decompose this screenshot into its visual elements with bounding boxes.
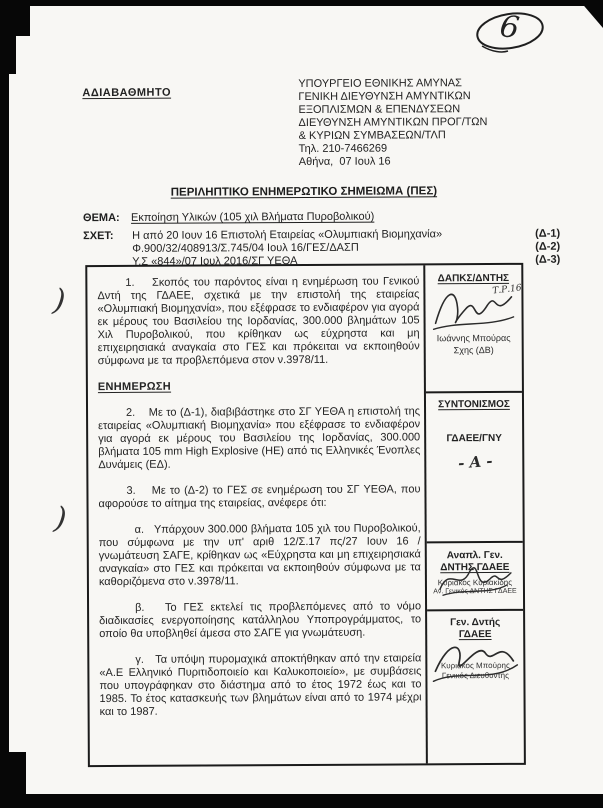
letterhead-date: Αθήνα, 07 Ιουλ 16 — [298, 155, 391, 169]
body-paragraph-3: 3. Με το (Δ-2) το ΓΕΣ σε ενημέρωση του ΣΓ ΥΕΘΑ, που αφορούσε το αίτημα της εταιρείας, ανέφερε ότι: — [98, 483, 421, 511]
sidebar-title-syntonismos: ΣΥΝΤΟΝΙΣΜΟΣ — [438, 398, 510, 411]
reference-line: Η από 20 Ιουν 16 Επιστολή Εταιρείας «Ολυμπιακή Βιομηχανία» — [132, 228, 443, 242]
letterhead-line: & ΚΥΡΙΩΝ ΣΥΜΒΑΣΕΩΝ/ΤΛΠ — [298, 129, 446, 143]
sidebar-divider — [427, 541, 523, 543]
sidebar-title-gdaee: ΓΔΑΕΕ — [458, 629, 492, 641]
document-title: ΠΕΡΙΛΗΠΤΙΚΟ ΕΝΗΜΕΡΩΤΙΚΟ ΣΗΜΕΙΩΜΑ (ΠΕΣ) — [170, 185, 438, 199]
subject-label: ΘΕΜΑ: — [82, 211, 120, 225]
reference-line: Φ.900/32/408913/Σ.745/04 Ιουλ 16/ΓΕΣ/ΔΑΣΠ — [132, 241, 359, 255]
sidebar-divider — [427, 609, 523, 611]
body-paragraph-1: 1. Σκοπός του παρόντος είναι η ενημέρωση του Γενικού Δντή της ΓΔΑΕΕ, σχετικά με την επιστολή της εταιρείας «Ολυμπιακή Βιομηχανία», που εξέφρασε το ενδιαφέρον για αγορά εκ μέρους του Βασιλείου της Ιορδανίας, 300.000 βλημάτων 105 Χιλ Πυροβολικού, που κρίθηκαν ως εύχρηστα και μη επιχειρησιακά αναγκαία στο ΓΕΣ και πρόκειται να εκποιηθούν σύμφωνα με τα προβλεπόμενα στον ν.3978/11. — [97, 275, 420, 368]
signer-role-general-director: Γενικός Διευθυντής — [441, 670, 509, 681]
handwritten-mark-alpha: - Α - — [457, 451, 494, 473]
handwritten-margin-mark: ) — [52, 500, 69, 537]
references-label: ΣΧΕΤ: — [83, 229, 114, 243]
signer-role-kyriakidis: Αν. Γενικός ΔΝΤΗΣ ΓΔΑΕΕ — [433, 587, 517, 596]
subject-row — [83, 211, 374, 225]
signer-name-kyriakidis: Κυριάκος Κυριακίδης — [437, 577, 513, 588]
approvals-sidebar — [425, 265, 524, 763]
body-text-column — [97, 275, 421, 732]
sidebar-subtitle-gdaee-gny: ΓΔΑΕΕ/ΓΝΥ — [446, 432, 502, 445]
sidebar-title-dapks: ΔΑΠΚΣ/ΔΝΤΗΣ — [437, 272, 510, 285]
sidebar-title-dntis-gdaee: ΔΝΤΗΣ ΓΔΑΕΕ — [440, 561, 510, 574]
sidebar-title-anapl-gen: Αναπλ. Γεν. — [446, 549, 503, 562]
classification-label: ΑΔΙΑΒΑΘΜΗΤΟ — [82, 86, 172, 100]
body-paragraph-3a: α. Υπάρχουν 300.000 βλήματα 105 χιλ του Πυροβολικού, που σύμφωνα με την υπ' αριθ 12/Σ.17 πς/27 Ιουν 16 /γνωμάτευση ΣΑΓΕ, κρίθηκαν ως «Εύχρηστα και μη επιχειρησιακά αναγκαία» στο ΓΕΣ και πρόκειται να εκποιηθούν σύμφωνα με τα καθοριζόμενα στο ν.3978/11. — [98, 522, 421, 589]
body-paragraph-3c: γ. Τα υπόψη πυρομαχικά αποκτήθηκαν από την εταιρεία «Α.Ε Ελληνικό Πυριτιδοποιείο και Καλυκοποιείο», με συμβάσεις που υπογράφηκαν στο διάστημα από το έτος 1972 έως και το 1985. Το έτος κατασκευής των βλημάτων είναι από το 1974 μέχρι και το 1987. — [99, 652, 422, 719]
letterhead — [298, 77, 568, 169]
reference-tag: (Δ-2) — [535, 240, 561, 253]
page-number: 6 — [497, 8, 522, 47]
letterhead-line: ΕΞΟΠΛΙΣΜΩΝ & ΕΠΕΝΔΥΣΕΩΝ — [298, 103, 461, 117]
reference-tag: (Δ-1) — [535, 227, 561, 240]
reference-tag: (Δ-3) — [535, 253, 561, 266]
letterhead-line: ΥΠΟΥΡΓΕΙΟ ΕΘΝΙΚΗΣ ΑΜΥΝΑΣ — [298, 77, 462, 91]
letterhead-phone: Τηλ. 210-7466269 — [298, 142, 388, 156]
body-paragraph-3b: β. Το ΓΕΣ εκτελεί τις προβλεπόμενες από το νόμο διαδικασίες ενεργοποίησης κατάλληλου Υποπρογράμματος, το οποίο θα υποβληθεί άμεσα στο ΣΑΓΕ για γνωμάτευση. — [99, 600, 422, 641]
subject-text: Εκποίηση Υλικών (105 χιλ Βλήματα Πυροβολικού) — [130, 210, 375, 224]
signature-bouras — [427, 281, 517, 333]
signer-name-general-director: Κυριάκος Μπούρης — [440, 660, 510, 671]
letterhead-line: ΔΙΕΥΘΥΝΣΗ ΑΜΥΝΤΙΚΩΝ ΠΡΟΓ/ΤΩΝ — [298, 116, 488, 130]
handwritten-margin-mark: ) — [51, 282, 68, 319]
handwritten-note: Τ.Ρ.16 — [491, 283, 522, 297]
letterhead-line: ΓΕΝΙΚΗ ΔΙΕΥΘΥΝΣΗ ΑΜΥΝΤΙΚΩΝ — [298, 90, 471, 104]
section-heading: ΕΝΗΜΕΡΩΣΗ — [97, 380, 172, 394]
signer-role-bouras: Σχης (ΔΒ) — [453, 344, 494, 356]
signer-name-bouras: Ιωάννης Μπούρας — [436, 332, 511, 344]
sidebar-title-gen-dntis: Γεν. Δντής — [450, 616, 501, 629]
body-paragraph-2: 2. Με το (Δ-1), διαβιβάστηκε στο ΣΓ ΥΕΘΑ η επιστολή της εταιρείας «Ολυμπιακή Βιομηχανία» που εξέφρασε το ενδιαφέρον για αγορά εκ μέρους του Βασιλείου της Ιορδανίας, 300.000 βλήματα 105 mm High Explosive (HE) από τις Ελληνικές Ένοπλες Δυνάμεις (ΕΔ). — [98, 405, 421, 472]
main-content-box — [85, 263, 526, 767]
reference-tags — [535, 228, 560, 267]
reference-line: Υ.Σ «844»/07 Ιουλ 2016/ΣΓ ΥΕΘΑ — [132, 255, 298, 268]
sidebar-divider — [426, 391, 522, 393]
